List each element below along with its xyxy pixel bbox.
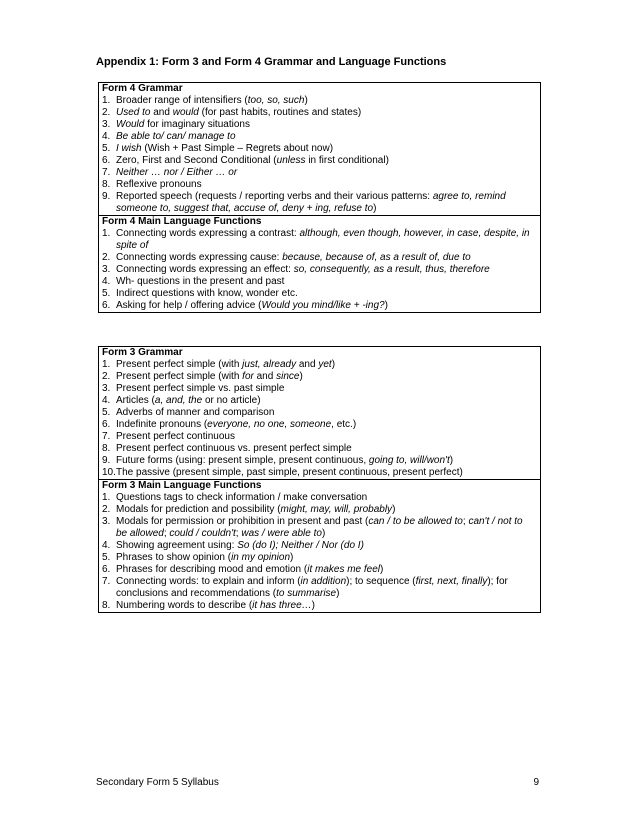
item-number: 3. [102, 119, 111, 130]
list-item [102, 431, 536, 443]
item-text [116, 276, 536, 288]
italic-text: everyone, no one, someone [207, 419, 332, 430]
item-text [116, 191, 536, 215]
list-item [102, 516, 536, 540]
item-number: 2. [102, 504, 111, 515]
item-number: 5. [102, 407, 111, 418]
italic-text: unless [276, 155, 306, 166]
item-text [116, 143, 536, 155]
item-text [116, 395, 536, 407]
plain-text: ) [304, 95, 308, 106]
plain-text: (for past habits, routines and states) [198, 107, 362, 118]
italic-text: although, even though, however, in case, despite, in spite of [116, 228, 530, 251]
plain-text: : [288, 264, 294, 275]
plain-text: ) [311, 600, 315, 611]
plain-text: ) [321, 528, 326, 539]
item-text [116, 516, 536, 540]
page-heading: Appendix 1: Form 3 and Form 4 Grammar and Language Functions [96, 56, 447, 68]
list-item [102, 455, 536, 467]
italic-text: might, may, will, probably [280, 504, 393, 515]
item-text [116, 155, 536, 167]
italic-text: it has three… [252, 600, 312, 611]
item-text [116, 288, 536, 300]
plain-text: Present perfect continuous vs. present perfect simple [116, 443, 352, 454]
plain-text: ) [331, 359, 336, 370]
plain-text: Zero, First and Second Conditional ( [116, 155, 277, 166]
plain-text: and [253, 371, 277, 382]
item-text [116, 407, 536, 419]
list-item [102, 504, 536, 516]
plain-text: , etc.) [331, 419, 357, 430]
list-item [102, 600, 536, 612]
item-text [116, 167, 536, 179]
plain-text: ) [290, 552, 294, 563]
item-list [102, 359, 536, 479]
italic-text: so, consequently, as a result, thus, therefore [293, 264, 490, 275]
item-number: 1. [102, 95, 111, 106]
list-item [102, 576, 536, 600]
italic-text: in addition [300, 576, 347, 587]
italic-text: for [242, 371, 254, 382]
item-number: 4. [102, 131, 111, 142]
item-number: 3. [102, 264, 111, 275]
italic-text: I wish [116, 143, 142, 154]
item-number: 2. [102, 371, 111, 382]
list-item [102, 371, 536, 383]
plain-text: Questions tags to check information / make conversation [116, 492, 368, 503]
footer-title: Secondary Form 5 Syllabus [96, 777, 219, 788]
list-item [102, 359, 536, 371]
list-item [102, 492, 536, 504]
plain-text: or no article) [202, 395, 261, 406]
list-item [102, 383, 536, 395]
list-item [102, 252, 536, 264]
plain-text: ) [299, 371, 303, 382]
list-item [102, 228, 536, 252]
italic-text: to summarise [276, 588, 337, 599]
plain-text: Wh- questions in the present and past [116, 276, 285, 287]
item-text [116, 119, 536, 131]
italic-text: going to, will/won't [368, 455, 450, 466]
item-number: 4. [102, 540, 111, 551]
item-text [116, 179, 536, 191]
italic-text: Would you mind/like + -ing? [261, 300, 385, 311]
plain-text: ) [384, 300, 388, 311]
list-item [102, 179, 536, 191]
item-number: 8. [102, 443, 111, 454]
form3-box [98, 346, 541, 613]
item-text [116, 600, 536, 612]
plain-text: ) [392, 504, 396, 515]
item-text [116, 431, 536, 443]
item-number: 4. [102, 276, 111, 287]
list-item [102, 467, 536, 479]
item-text [116, 443, 536, 455]
plain-text: Indefinite pronouns ( [116, 419, 208, 430]
plain-text: Phrases to show opinion ( [116, 552, 232, 563]
italic-text: agree to, remind someone to, suggest that, accuse of, deny + ing, refuse to [116, 191, 506, 214]
plain-text: ) [336, 588, 340, 599]
item-text [116, 540, 536, 552]
section-title: Form 3 Main Language Functions [102, 480, 262, 491]
list-item [102, 119, 536, 131]
item-number: 1. [102, 228, 111, 239]
item-text [116, 576, 536, 600]
item-text [116, 467, 536, 479]
item-number: 7. [102, 167, 111, 178]
plain-text: Showing agreement using: [116, 540, 238, 551]
plain-text: for imaginary situations [144, 119, 250, 130]
list-item [102, 540, 536, 552]
item-number: 1. [102, 359, 111, 370]
section [99, 479, 540, 612]
item-list [102, 492, 536, 612]
italic-text: yet [318, 359, 332, 370]
item-text [116, 300, 536, 312]
plain-text: ; [163, 528, 170, 539]
italic-text: could / couldn't [169, 528, 236, 539]
list-item [102, 264, 536, 276]
item-number: 6. [102, 155, 111, 166]
list-item [102, 155, 536, 167]
item-text [116, 552, 536, 564]
list-item [102, 552, 536, 564]
italic-text: So (do I); Neither / Nor (do I) [237, 540, 364, 551]
italic-text: can / to be allowed to [368, 516, 463, 527]
plain-text: ); to sequence ( [346, 576, 416, 587]
italic-text: since [276, 371, 300, 382]
list-item [102, 288, 536, 300]
plain-text: The passive (present simple, past simple, present continuous, present perfect) [116, 467, 463, 478]
item-number: 7. [102, 576, 111, 587]
list-item [102, 300, 536, 312]
item-number: 9. [102, 191, 111, 202]
item-number: 5. [102, 552, 111, 563]
item-number: 1. [102, 492, 111, 503]
item-number: 6. [102, 419, 111, 430]
list-item [102, 143, 536, 155]
plain-text: ) [449, 455, 454, 466]
italic-text: would [172, 107, 199, 118]
item-number: 2. [102, 252, 111, 263]
plain-text: Broader range of intensifiers ( [116, 95, 248, 106]
item-number: 8. [102, 600, 111, 611]
plain-text: Present perfect simple vs. past simple [116, 383, 285, 394]
plain-text: Numbering words to describe ( [116, 600, 253, 611]
list-item [102, 419, 536, 431]
item-text [116, 564, 536, 576]
form4-box [98, 82, 541, 313]
section [99, 215, 540, 312]
plain-text: Future forms (using: present simple, present continuous, [116, 455, 369, 466]
italic-text: Neither … nor / Either … or [116, 167, 238, 178]
item-text [116, 492, 536, 504]
list-item [102, 407, 536, 419]
section-title: Form 3 Grammar [102, 347, 183, 358]
list-item [102, 395, 536, 407]
list-item [102, 131, 536, 143]
item-text [116, 419, 536, 431]
plain-text: Present perfect simple (with [116, 359, 243, 370]
plain-text: in first conditional) [305, 155, 389, 166]
list-item [102, 564, 536, 576]
plain-text: and [296, 359, 319, 370]
plain-text: ; [235, 528, 242, 539]
list-item [102, 167, 536, 179]
item-text [116, 504, 536, 516]
list-item [102, 107, 536, 119]
plain-text: ) [380, 564, 384, 575]
italic-text: it makes me feel [307, 564, 381, 575]
item-number: 6. [102, 564, 111, 575]
item-text [116, 107, 536, 119]
italic-text: Used to [116, 107, 151, 118]
plain-text: Connecting words expressing an effect [116, 264, 289, 275]
item-number: 8. [102, 179, 111, 190]
item-number: 2. [102, 107, 111, 118]
item-number: 9. [102, 455, 111, 466]
item-text [116, 228, 536, 252]
item-number: 6. [102, 300, 111, 311]
plain-text: ); for conclusions and recommendations ( [116, 576, 508, 599]
plain-text: Indirect questions with know, wonder etc. [116, 288, 298, 299]
list-item [102, 191, 536, 215]
italic-text: a, and, the [154, 395, 203, 406]
plain-text: Modals for prediction and possibility ( [116, 504, 281, 515]
plain-text: Reported speech (requests / reporting verbs and their various patterns: [116, 191, 433, 202]
section [99, 347, 540, 479]
item-list [102, 95, 536, 215]
list-item [102, 95, 536, 107]
plain-text: Present perfect simple (with [116, 371, 243, 382]
item-text [116, 264, 536, 276]
italic-text: too, so, such [247, 95, 305, 106]
section-title: Form 4 Grammar [102, 83, 183, 94]
plain-text: ; [462, 516, 469, 527]
plain-text: Reflexive pronouns [116, 179, 202, 190]
section [99, 83, 540, 215]
page-number: 9 [533, 777, 539, 788]
section-title: Form 4 Main Language Functions [102, 216, 262, 227]
italic-text: because, because of, as a result of, due to [282, 252, 471, 263]
item-text [116, 359, 536, 371]
list-item [102, 276, 536, 288]
plain-text: Articles ( [116, 395, 155, 406]
item-number: 5. [102, 288, 111, 299]
italic-text: in my opinion [231, 552, 290, 563]
item-number: 5. [102, 143, 111, 154]
plain-text: Asking for help / offering advice ( [116, 300, 262, 311]
item-text [116, 455, 536, 467]
italic-text: can't / not to be allowed [116, 516, 523, 539]
italic-text: Would [116, 119, 145, 130]
item-number: 4. [102, 395, 111, 406]
plain-text: (Wish + Past Simple – Regrets about now) [141, 143, 334, 154]
item-number: 3. [102, 383, 111, 394]
plain-text: Phrases for describing mood and emotion ( [116, 564, 308, 575]
plain-text: Connecting words: to explain and inform ( [116, 576, 301, 587]
item-text [116, 95, 536, 107]
item-number: 3. [102, 516, 111, 527]
plain-text: ) [373, 203, 377, 214]
item-text [116, 371, 536, 383]
plain-text: Adverbs of manner and comparison [116, 407, 275, 418]
italic-text: first, next, finally [415, 576, 488, 587]
list-item [102, 443, 536, 455]
italic-text: just, already [242, 359, 297, 370]
item-number: 7. [102, 431, 111, 442]
italic-text: Be able to/ can/ manage to [116, 131, 236, 142]
plain-text: Connecting words expressing cause: [116, 252, 283, 263]
plain-text: and [150, 107, 173, 118]
item-text [116, 383, 536, 395]
item-text [116, 131, 536, 143]
item-list [102, 228, 536, 312]
plain-text: Present perfect continuous [116, 431, 235, 442]
plain-text: Connecting words expressing a contrast: [116, 228, 300, 239]
item-number: 10. [102, 467, 116, 478]
item-text [116, 252, 536, 264]
italic-text: was / were able to [241, 528, 322, 539]
plain-text: Modals for permission or prohibition in present and past ( [116, 516, 369, 527]
